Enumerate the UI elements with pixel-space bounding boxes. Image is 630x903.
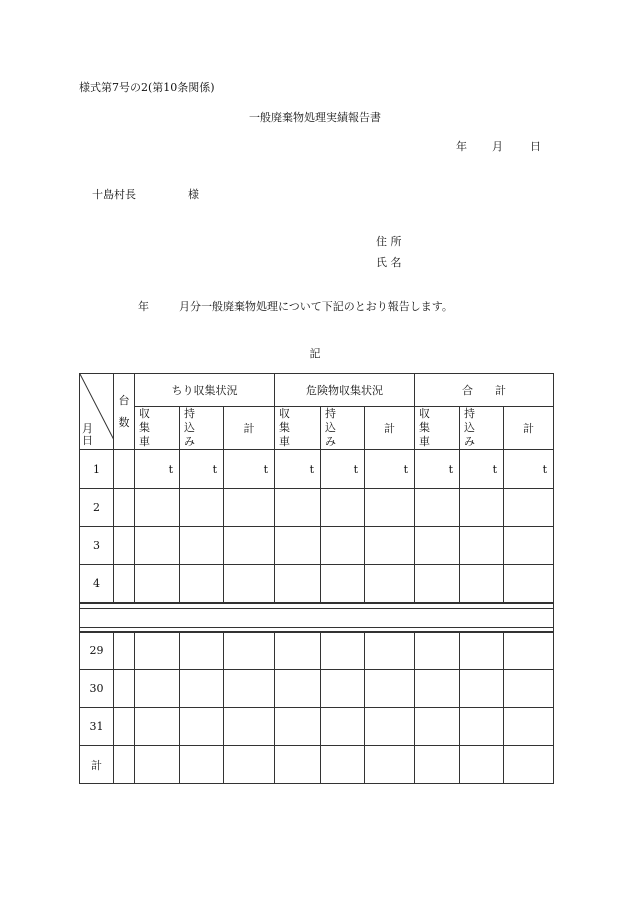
sub-header-brought-in: 持 込 み (180, 407, 224, 450)
row-label: 3 (80, 527, 114, 565)
intro-text: 月分一般廃棄物処理について下記のとおり報告します。 (179, 300, 453, 313)
sub-header-collection: 収 集 車 (415, 407, 460, 450)
sub-header-subtotal: 計 (504, 407, 554, 450)
row-label: 29 (80, 632, 114, 670)
unit-cell: t (224, 450, 275, 489)
row-label: 1 (80, 450, 114, 489)
unit-cell: t (415, 450, 460, 489)
group-header-dust: ちり収集状況 (135, 374, 275, 407)
unit-cell: t (135, 450, 180, 489)
ki-label: 記 (309, 347, 321, 360)
name-label: 氏 名 (376, 256, 402, 269)
table-row (80, 565, 554, 603)
row-label: 30 (80, 670, 114, 708)
unit-cell: t (460, 450, 504, 489)
table-row (80, 450, 554, 489)
date-month: 月 (492, 140, 503, 153)
row-label: 2 (80, 489, 114, 527)
table-row (80, 708, 554, 746)
date-year: 年 (456, 140, 467, 153)
table-row (80, 527, 554, 565)
table-row (80, 489, 554, 527)
sub-header-row (80, 407, 554, 450)
unit-cell: t (321, 450, 365, 489)
unit-cell: t (365, 450, 415, 489)
sub-header-collection: 収 集 車 (135, 407, 180, 450)
total-row (80, 746, 554, 784)
unit-cell: t (275, 450, 321, 489)
group-header-total: 合 計 (415, 374, 554, 407)
document-title: 一般廃棄物処理実績報告書 (249, 111, 381, 124)
row-label: 計 (80, 746, 114, 784)
corner-header (80, 374, 114, 450)
date-day: 日 (530, 140, 541, 153)
row-label: 4 (80, 565, 114, 603)
sub-header-subtotal: 計 (365, 407, 415, 450)
address-label: 住 所 (376, 235, 402, 248)
addressee-honorific: 様 (188, 188, 199, 201)
omitted-rows-band (80, 609, 554, 628)
form-number: 様式第7号の2(第10条関係) (79, 81, 215, 94)
report-table (79, 373, 554, 784)
intro-year: 年 (138, 300, 149, 313)
corner-month: 月 (82, 422, 93, 435)
unit-cell: t (180, 450, 224, 489)
sub-header-brought-in: 持 込 み (460, 407, 504, 450)
applicant-block (376, 231, 402, 273)
count-cell (114, 450, 135, 489)
sub-header-collection: 収 集 車 (275, 407, 321, 450)
row-label: 31 (80, 708, 114, 746)
addressee (92, 186, 199, 202)
count-header-label: 台数 (118, 393, 130, 429)
group-header-hazard: 危険物収集状況 (275, 374, 415, 407)
sub-header-subtotal: 計 (224, 407, 275, 450)
intro-line (138, 298, 453, 314)
date-line (456, 138, 541, 154)
unit-cell: t (504, 450, 554, 489)
addressee-name: 十島村長 (92, 188, 136, 201)
count-header (114, 374, 135, 450)
corner-day: 日 (82, 434, 93, 447)
sub-header-brought-in: 持 込 み (321, 407, 365, 450)
table-row (80, 632, 554, 670)
table-row (80, 670, 554, 708)
